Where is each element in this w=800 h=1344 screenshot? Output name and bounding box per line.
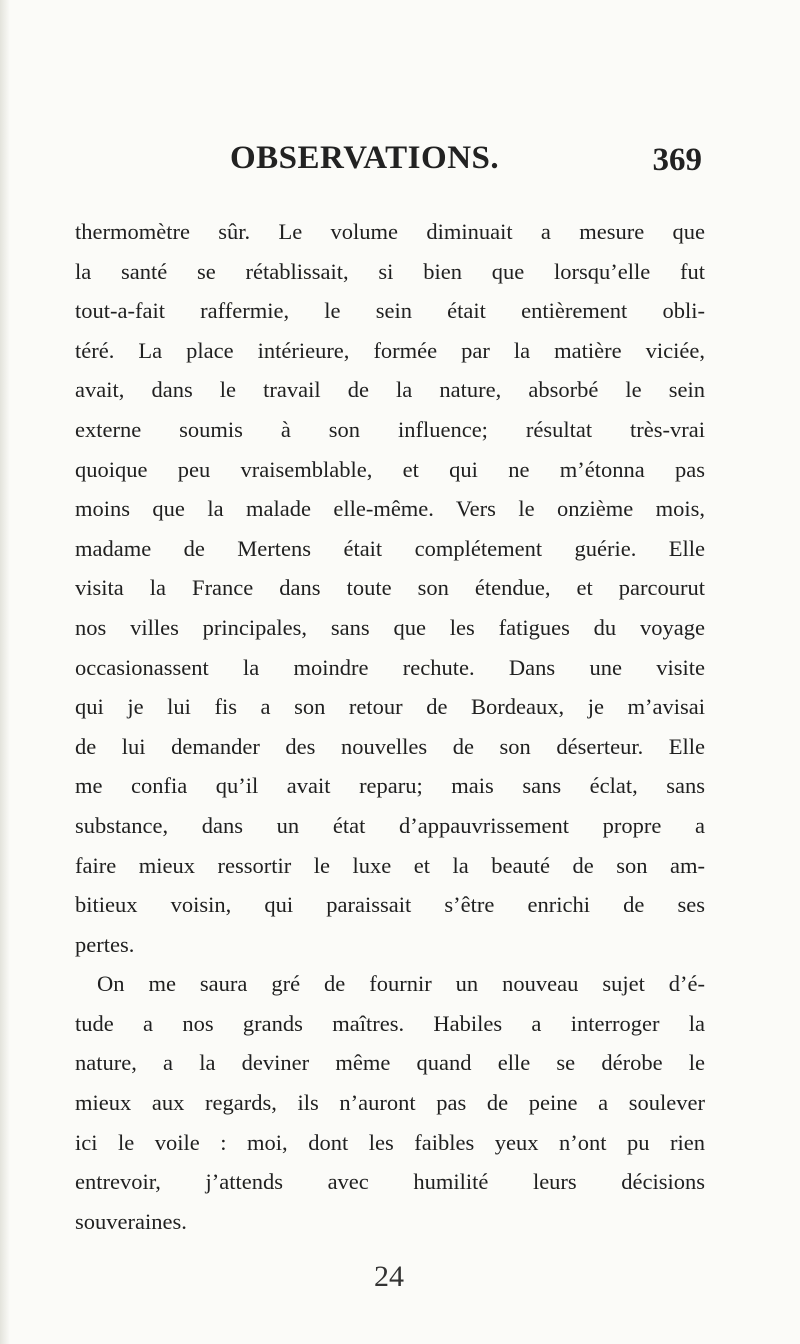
paragraph (75, 964, 705, 1241)
text-line: bitieux voisin, qui paraissait s’être enrichi de ses (75, 892, 705, 918)
page-number: 369 (652, 142, 702, 178)
text-line: externe soumis à son influence; résultat très-vrai (75, 416, 705, 442)
page-binding-edge (0, 0, 10, 1344)
running-head (230, 140, 710, 180)
text-line: qui je lui fis a son retour de Bordeaux, je m’avisai (75, 694, 705, 720)
text-line: quoique peu vraisemblable, et qui ne m’étonna pas (75, 456, 705, 482)
text-line: thermomètre sûr. Le volume diminuait a mesure que (75, 219, 705, 244)
text-line: tout-a-fait raffermie, le sein était entièrement obli- (75, 298, 705, 324)
text-line: faire mieux ressortir le luxe et la beauté de son am- (75, 852, 705, 878)
text-line: entrevoir, j’attends avec humilité leurs décisions (75, 1169, 705, 1195)
text-line: tude a nos grands maîtres. Habiles a interroger la (75, 1010, 705, 1036)
text-line: de lui demander des nouvelles de son déserteur. Elle (75, 733, 705, 759)
text-line: pertes. (75, 931, 135, 957)
text-line: moins que la malade elle-même. Vers le onzième mois, (75, 496, 705, 522)
text-line: mieux aux regards, ils n’auront pas de peine a soulever (75, 1090, 705, 1116)
text-line: ici le voile : moi, dont les faibles yeux n’ont pu rien (75, 1129, 705, 1155)
text-line: substance, dans un état d’appauvrissement propre a (75, 812, 705, 838)
text-line: avait, dans le travail de la nature, absorbé le sein (75, 377, 705, 403)
body-text (75, 212, 705, 1241)
text-line: me confia qu’il avait reparu; mais sans éclat, sans (75, 773, 705, 799)
paragraph (75, 212, 705, 964)
text-line: nature, a la deviner même quand elle se dérobe le (75, 1050, 705, 1076)
text-line: madame de Mertens était complétement guérie. Elle (75, 535, 705, 561)
text-line: téré. La place intérieure, formée par la matière viciée, (75, 337, 705, 363)
text-line: nos villes principales, sans que les fatigues du voyage (75, 614, 705, 640)
text-line: On me saura gré de fournir un nouveau sujet d’é- (97, 971, 705, 997)
text-line: visita la France dans toute son étendue, et parcourut (75, 575, 705, 601)
text-line: la santé se rétablissait, si bien que lorsqu’elle fut (75, 258, 705, 284)
running-title: OBSERVATIONS. (230, 140, 500, 176)
text-line: occasionassent la moindre rechute. Dans une visite (75, 654, 705, 680)
signature-mark: 24 (374, 1260, 404, 1293)
text-line: souveraines. (75, 1208, 187, 1234)
